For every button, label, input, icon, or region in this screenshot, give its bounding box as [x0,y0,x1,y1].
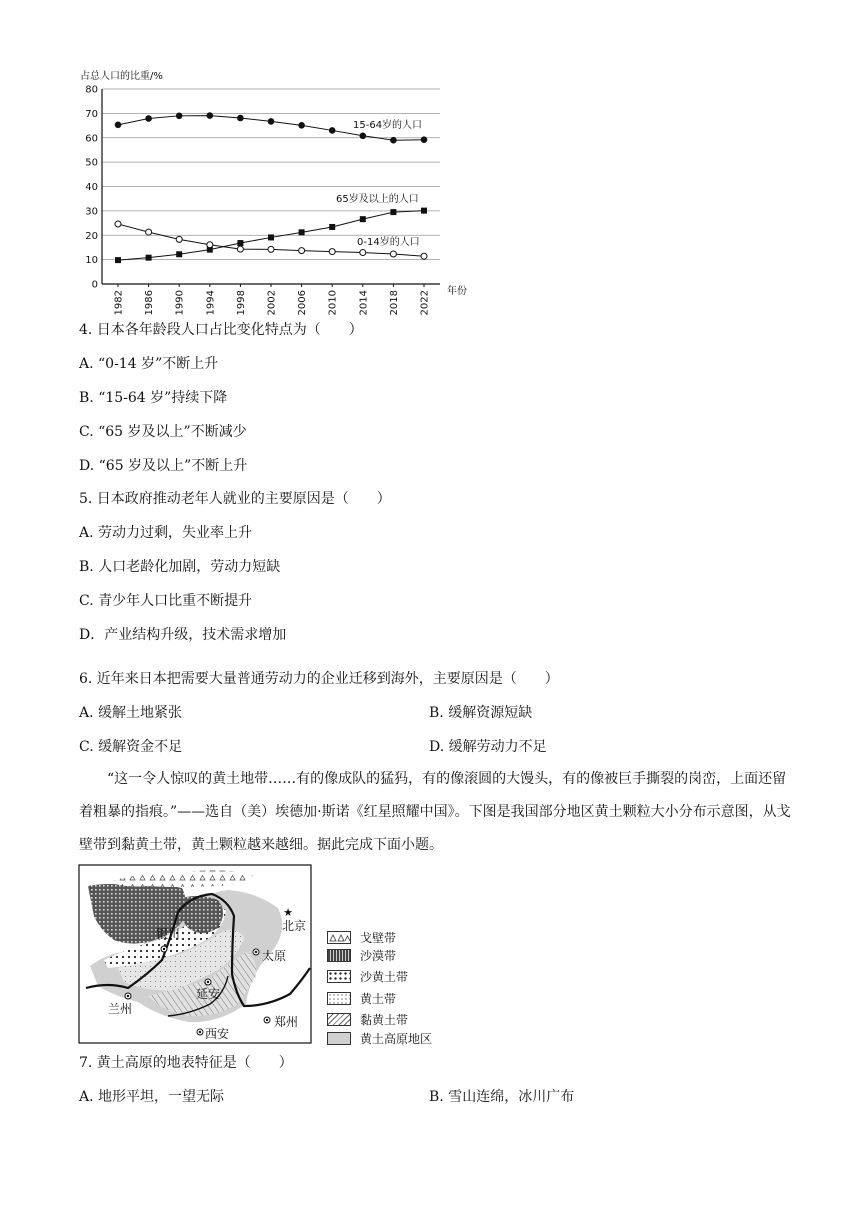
data-point-open-circle [268,246,274,252]
q5-stem: 5. 日本政府推动老年人就业的主要原因是（ ） [79,491,391,507]
loess-map [78,864,314,1046]
data-point-filled-circle [329,127,336,134]
population-chart [70,60,470,316]
city-lanzhou: 兰州 [108,1002,133,1016]
q7-option-b[interactable]: B. 雪山连绵，冰川广布 [429,1089,575,1105]
y-tick-label: 20 [85,230,98,242]
data-point-square [421,208,427,214]
y-tick-label: 40 [85,182,98,193]
data-point-open-circle [146,229,152,235]
data-point-open-circle [360,250,366,256]
x-tick-label: 2006 [297,290,309,316]
data-point-filled-circle [298,122,305,129]
x-axis-label: 年份 [447,286,467,297]
data-point-filled-circle [237,115,244,122]
q4-option-c[interactable]: C. “65 岁及以上”不断减少 [79,424,247,440]
series-label-15-64: 15-64岁的人口 [353,120,423,131]
data-point-square [360,216,366,222]
q4-stem: 4. 日本各年龄段人口占比变化特点为（ ） [79,322,363,338]
data-point-open-circle [421,253,427,259]
reading-passage: “这一令人惊叹的黄土地带……有的像成队的猛犸，有的像滚圆的大馒头，有的像被巨手撕裂的岗峦，上面还留着粗暴的指痕。”——选自（美）埃德加·斯诺《红星照耀中国》。下图是我国部分地区黄土颗粒大小分布示意图，从戈壁带到黏黄土带，黄土颗粒越来越细。据此完成下面小题。 [79,771,791,853]
y-tick-label: 10 [85,255,98,267]
q5-option-b[interactable]: B. 人口老龄化加剧，劳动力短缺 [79,559,281,575]
data-point-filled-circle [207,112,214,119]
data-point-square [329,224,335,230]
x-tick-label: 1990 [174,290,186,316]
data-point-filled-circle [390,137,397,144]
data-point-filled-circle [115,122,122,129]
x-tick-label: 1982 [113,290,125,316]
y-axis-label: 占总人口的比重/% [80,71,163,82]
city-zhengzhou: 郑州 [274,1015,299,1029]
q6-stem: 6. 近年来日本把需要大量普通劳动力的企业迁移到海外，主要原因是（ ） [79,671,559,687]
q6-option-c[interactable]: C. 缓解资金不足 [79,739,183,755]
q5-option-c[interactable]: C. 青少年人口比重不断提升 [79,593,253,609]
x-tick-label: 2002 [266,290,278,316]
data-point-square [146,255,152,261]
data-point-open-circle [299,248,305,254]
x-tick-label: 2010 [327,290,339,316]
series-label-65-plus: 65岁及以上的人口 [336,194,419,205]
y-tick-label: 30 [85,206,98,218]
data-point-open-circle [115,221,121,227]
q5-option-d[interactable]: D．产业结构升级，技术需求增加 [79,627,287,643]
data-point-square [115,257,121,263]
data-point-filled-circle [145,115,152,122]
x-tick-label: 1998 [235,290,247,316]
x-tick-label: 1994 [205,290,217,316]
y-tick-label: 80 [85,84,98,96]
series-label-0-14: 0-14岁的人口 [357,237,420,248]
svg-text:★: ★ [283,906,293,919]
q5-option-a[interactable]: A. 劳动力过剩，失业率上升 [79,525,253,541]
q7-option-a[interactable]: A. 地形平坦，一望无际 [79,1089,225,1105]
q4-option-b[interactable]: B. “15-64 岁”持续下降 [79,390,228,406]
y-tick-label: 50 [85,157,98,169]
q6-option-b[interactable]: B. 缓解资源短缺 [429,705,533,721]
data-point-open-circle [390,251,396,257]
x-tick-label: 2014 [358,290,370,316]
data-point-square [237,240,243,246]
data-point-filled-circle [268,118,275,125]
data-point-square [268,234,274,240]
data-point-square [176,251,182,257]
city-yinchuan: 银川 [156,927,181,941]
city-yanan: 延安 [196,987,221,1001]
city-taiyuan: 太原 [262,949,287,963]
data-point-open-circle [237,246,243,252]
city-beijing: 北京 [282,919,307,933]
city-xian: 西安 [205,1027,230,1041]
data-point-filled-circle [421,136,428,143]
y-tick-label: 60 [85,133,98,145]
y-tick-label: 0 [91,279,98,291]
data-point-square [299,229,305,235]
q4-option-a[interactable]: A. “0-14 岁”不断上升 [79,356,219,372]
data-point-open-circle [329,249,335,255]
data-point-square [390,209,396,215]
q7-stem: 7. 黄土高原的地表特征是（ ） [79,1055,293,1071]
x-tick-label: 2018 [388,290,400,316]
data-point-filled-circle [360,133,367,140]
data-point-filled-circle [176,113,183,120]
data-point-open-circle [207,242,213,248]
data-point-open-circle [176,236,182,242]
x-tick-label: 1986 [144,290,156,316]
q6-option-d[interactable]: D. 缓解劳动力不足 [429,739,547,755]
y-tick-label: 70 [85,108,98,120]
q4-option-d[interactable]: D. “65 岁及以上”不断上升 [79,458,248,474]
x-tick-label: 2022 [419,290,431,316]
q6-option-a[interactable]: A. 缓解土地紧张 [79,705,183,721]
